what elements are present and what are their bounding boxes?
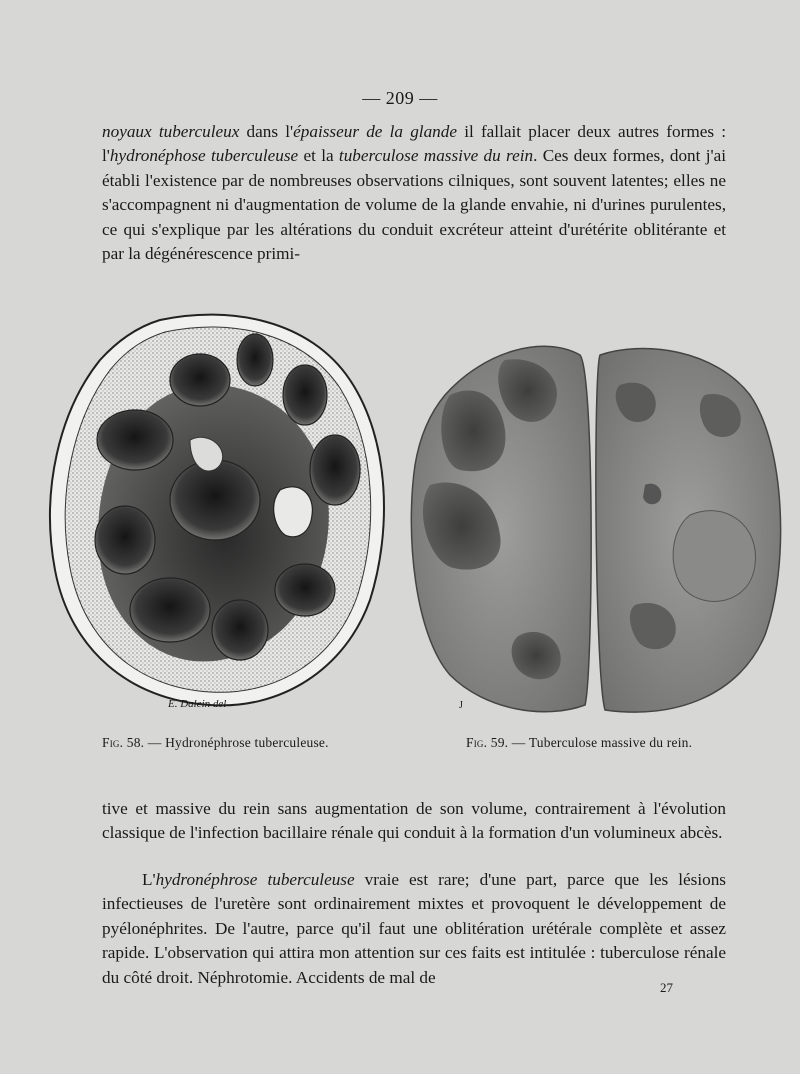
plate-mark: J	[459, 700, 463, 711]
caption-text: — Tuberculose massive du rein.	[508, 735, 693, 750]
caption-label: Fig. 59.	[466, 735, 509, 750]
sheet-number: 27	[660, 980, 673, 995]
figure-massive-tuberculosis	[405, 335, 790, 720]
illustrator-signature	[168, 698, 226, 710]
hydronephrosis-illustration	[40, 300, 395, 720]
text: L'	[142, 870, 156, 889]
text-italic: épaisseur de la glande	[293, 122, 457, 141]
text: il fallait placer deux autres formes : l'	[102, 122, 726, 166]
text-italic: tuberculose massive du rein	[338, 146, 534, 166]
caption-text: — Hydronéphrose tuberculeuse.	[144, 735, 329, 750]
text: et la	[298, 146, 339, 166]
text: vraie est rare; d'une part, parce que les lésions infectieuses de l'uretère sont ordinairement mixtes et provoquent le développement de pyélonéphrites. De l'autre, parce qu'il faut une oblitération urétérale complète et assez rapide. L'observation qui attira mon attention sur ces faits est intitulée : tuberculose rénale du côté droit. Néphrotomie. Accidents de mal de	[102, 870, 726, 987]
paragraph-bottom-2	[102, 868, 726, 990]
figure-hydronephrosis	[40, 300, 395, 720]
text-italic: noyaux tuberculeux	[102, 122, 240, 141]
signature-suffix: del	[212, 698, 227, 710]
text-italic: hydronéphrose tuberculeuse	[155, 870, 355, 889]
text-italic: hydronéphose tuberculeuse	[109, 146, 299, 166]
page-number: — 209 —	[362, 88, 438, 108]
paragraph-bottom-1: tive et massive du rein sans augmentation de son volume, contrairement à l'évolution classique de l'infection bacillaire rénale qui conduit à la formation d'un volumineux abcès.	[102, 799, 726, 843]
caption-figure-58	[102, 735, 329, 751]
text: dans l'	[239, 122, 294, 141]
caption-label: Fig. 58.	[102, 735, 145, 750]
caption-figure-59	[466, 735, 692, 751]
signature-name: E. Dalein	[168, 698, 211, 710]
paragraph-top	[102, 120, 726, 266]
text: . Ces deux formes, dont j'ai établi l'existence par de nombreuses observations cilniques, sont souvent latentes; elles ne s'accompagnent ni d'augmentation de volume de la glande envahie, ni d'urines purulentes, ce qui s'explique par les altérations du conduit excréteur atteint d'urétérite oblitérante et par la dégénérescence primi-	[102, 146, 726, 264]
massive-tuberculosis-illustration	[405, 335, 790, 720]
